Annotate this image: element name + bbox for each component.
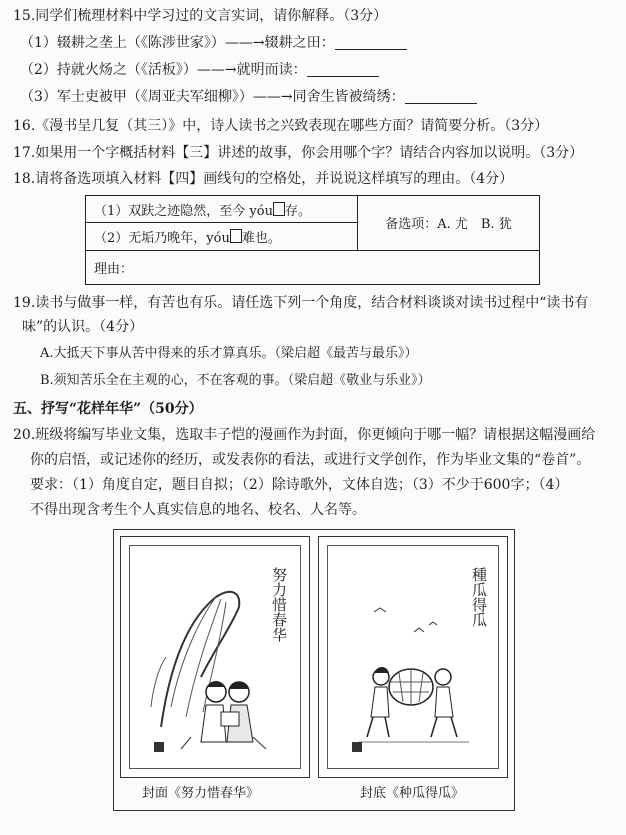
q15-item-3 (20, 87, 477, 107)
q15-item-1 (20, 33, 407, 53)
cover-calligraphy: 努力惜春华 (270, 567, 288, 642)
options-table (85, 195, 540, 285)
row2-pinyin: yóu (206, 230, 230, 246)
row1-pinyin: yóu (249, 203, 273, 219)
row1-text: （1）双趺之迹隐然，至今 (94, 203, 250, 219)
back-cartoon (318, 536, 508, 778)
section-heading: 五、抒写“花样年华”（50分） (13, 401, 203, 417)
option-row-2 (86, 223, 358, 250)
q19-line-1: 19.读书与做事一样，有苦也有乐。请任选下列一个角度，结合材料谈谈对读书过程中“读书有 (13, 295, 589, 311)
q17: 17.如果用一个字概括材料【三】讲述的故事，你会用哪个字？请结合内容加以说明。（3分） (13, 145, 584, 161)
back-caption: 封底《种瓜得瓜》 (360, 786, 465, 801)
blank-box[interactable] (230, 229, 242, 243)
q16: 16.《漫书呈几复（其三）》中，诗人读书之兴致表现在哪些方面？请简要分析。（3分） (13, 118, 549, 134)
row1-text-end: 存。 (284, 203, 311, 219)
q15-item-3-text: （3）军士吏被甲（《周亚夫军细柳》）——→同舍生皆被绮绣： (20, 89, 405, 105)
answer-blank[interactable] (335, 35, 407, 50)
q19-line-2: 味”的认识。（4分） (22, 319, 144, 335)
blank-box[interactable] (273, 202, 285, 216)
back-calligraphy: 種瓜得瓜 (470, 567, 488, 627)
answer-blank[interactable] (405, 89, 477, 104)
q20-line-1: 20.班级将编写毕业文集，选取丰子恺的漫画作为封面，你更倾向于哪一幅？请根据这幅漫画给 (13, 427, 596, 443)
q15-item-1-text: （1）辍耕之垄上（《陈涉世家》）——→辍耕之田： (20, 35, 335, 51)
q15-item-2 (20, 60, 379, 80)
cover-caption: 封面《努力惜春华》 (142, 786, 260, 801)
cover-cartoon (120, 536, 310, 778)
row2-text: （2）无垢乃晚年， (94, 230, 207, 246)
q20-line-3: 要求：（1）角度自定，题目自拟；（2）除诗歌外，文体自选；（3）不少于600字；（4） (30, 477, 569, 493)
option-row-1 (86, 196, 358, 223)
q18-stem: 18.请将备选项填入材料【四】画线句的空格处，并说说这样填写的理由。（4分） (13, 171, 514, 187)
options-cell (358, 196, 540, 251)
q20-line-4: 不得出现含考生个人真实信息的地名、校名、人名等。 (30, 502, 366, 518)
row2-text-end: 难也。 (241, 230, 281, 246)
reason-cell[interactable] (86, 250, 540, 284)
q19-option-b: B.须知苦乐全在主观的心，不在客观的事。（梁启超《敬业与乐业》） (40, 373, 431, 388)
cartoon-figure (113, 529, 515, 811)
q15-item-2-text: （2）持就火炀之（《活板》）——→就明而读： (20, 62, 307, 78)
answer-blank[interactable] (307, 62, 379, 77)
q20-line-2: 你的启悟，或记述你的经历，或发表你的看法，或进行文学创作，作为毕业文集的“卷首”。 (30, 452, 591, 468)
q15-stem: 15.同学们梳理材料中学习过的文言实词，请你解释。（3分） (13, 8, 388, 24)
options-text: 备选项：A. 尤 B. 犹 (385, 217, 512, 233)
reason-label: 理由： (94, 261, 134, 277)
q19-option-a: A.大抵天下事从苦中得来的乐才算真乐。（梁启超《最苦与最乐》） (40, 346, 418, 361)
